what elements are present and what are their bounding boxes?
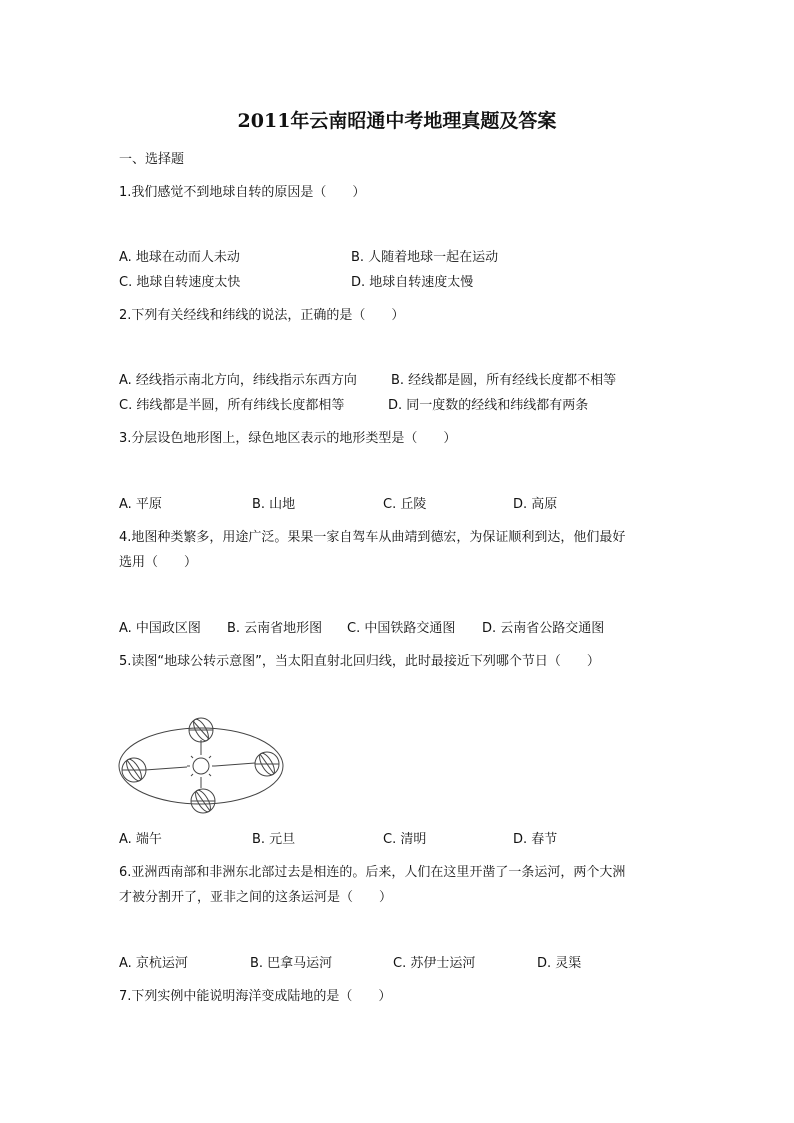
- q3-option-a: A. 平原: [119, 497, 162, 512]
- q4-option-a: A. 中国政区图: [119, 621, 201, 636]
- page-title: 2011年云南昭通中考地理真题及答案: [237, 110, 557, 132]
- q2-option-a: A. 经线指示南北方向，纬线指示东西方向: [119, 373, 357, 388]
- q4-option-c: C. 中国铁路交通图: [347, 621, 456, 636]
- sun-icon: [187, 752, 215, 780]
- question-5-stem: 5.读图“地球公转示意图”，当太阳直射北回归线，此时最接近下列哪个节日（ ）: [119, 654, 600, 669]
- q4-option-d: D. 云南省公路交通图: [482, 621, 605, 636]
- orbit-ellipse: [119, 728, 283, 804]
- question-1-stem: 1.我们感觉不到地球自转的原因是（ ）: [119, 185, 366, 200]
- q4-option-b: B. 云南省地形图: [227, 621, 323, 636]
- q5-option-c: C. 清明: [383, 832, 427, 847]
- question-2-stem: 2.下列有关经线和纬线的说法，正确的是（ ）: [119, 308, 405, 323]
- q3-option-b: B. 山地: [252, 497, 296, 512]
- q1-option-c: C. 地球自转速度太快: [119, 275, 241, 290]
- question-6-stem-line-2: 才被分割开了，亚非之间的这条运河是（ ）: [119, 890, 393, 905]
- q2-option-d: D. 同一度数的经线和纬线都有两条: [388, 398, 589, 413]
- q6-option-b: B. 巴拿马运河: [250, 956, 333, 971]
- question-3-stem: 3.分层设色地形图上，绿色地区表示的地形类型是（ ）: [119, 431, 457, 446]
- q2-option-c: C. 纬线都是半圆，所有纬线长度都相等: [119, 398, 345, 413]
- earth-left-icon: [122, 757, 146, 783]
- q3-option-d: D. 高原: [513, 497, 558, 512]
- section-heading: 一、选择题: [119, 152, 185, 167]
- q1-option-a: A. 地球在动而人未动: [119, 250, 240, 265]
- earth-orbit-diagram: [117, 716, 293, 820]
- q6-option-d: D. 灵渠: [537, 956, 582, 971]
- q6-option-c: C. 苏伊士运河: [393, 956, 476, 971]
- question-6-stem-line-1: 6.亚洲西南部和非洲东北部过去是相连的。后来，人们在这里开凿了一条运河，两个大洲: [119, 865, 626, 880]
- q1-option-b: B. 人随着地球一起在运动: [351, 250, 499, 265]
- q5-option-d: D. 春节: [513, 832, 558, 847]
- earth-right-icon: [255, 751, 279, 777]
- q3-option-c: C. 丘陵: [383, 497, 427, 512]
- question-4-stem-line-2: 选用（ ）: [119, 555, 198, 570]
- q5-option-b: B. 元旦: [252, 832, 296, 847]
- earth-bottom-icon: [191, 788, 215, 814]
- question-4-stem-line-1: 4.地图种类繁多，用途广泛。果果一家自驾车从曲靖到德宏，为保证顺利到达，他们最好: [119, 530, 626, 545]
- q2-option-b: B. 经线都是圆，所有经线长度都不相等: [391, 373, 617, 388]
- q5-option-a: A. 端午: [119, 832, 162, 847]
- q6-option-a: A. 京杭运河: [119, 956, 188, 971]
- earth-top-icon: [189, 717, 213, 743]
- q1-option-d: D. 地球自转速度太慢: [351, 275, 474, 290]
- question-7-stem: 7.下列实例中能说明海洋变成陆地的是（ ）: [119, 989, 392, 1004]
